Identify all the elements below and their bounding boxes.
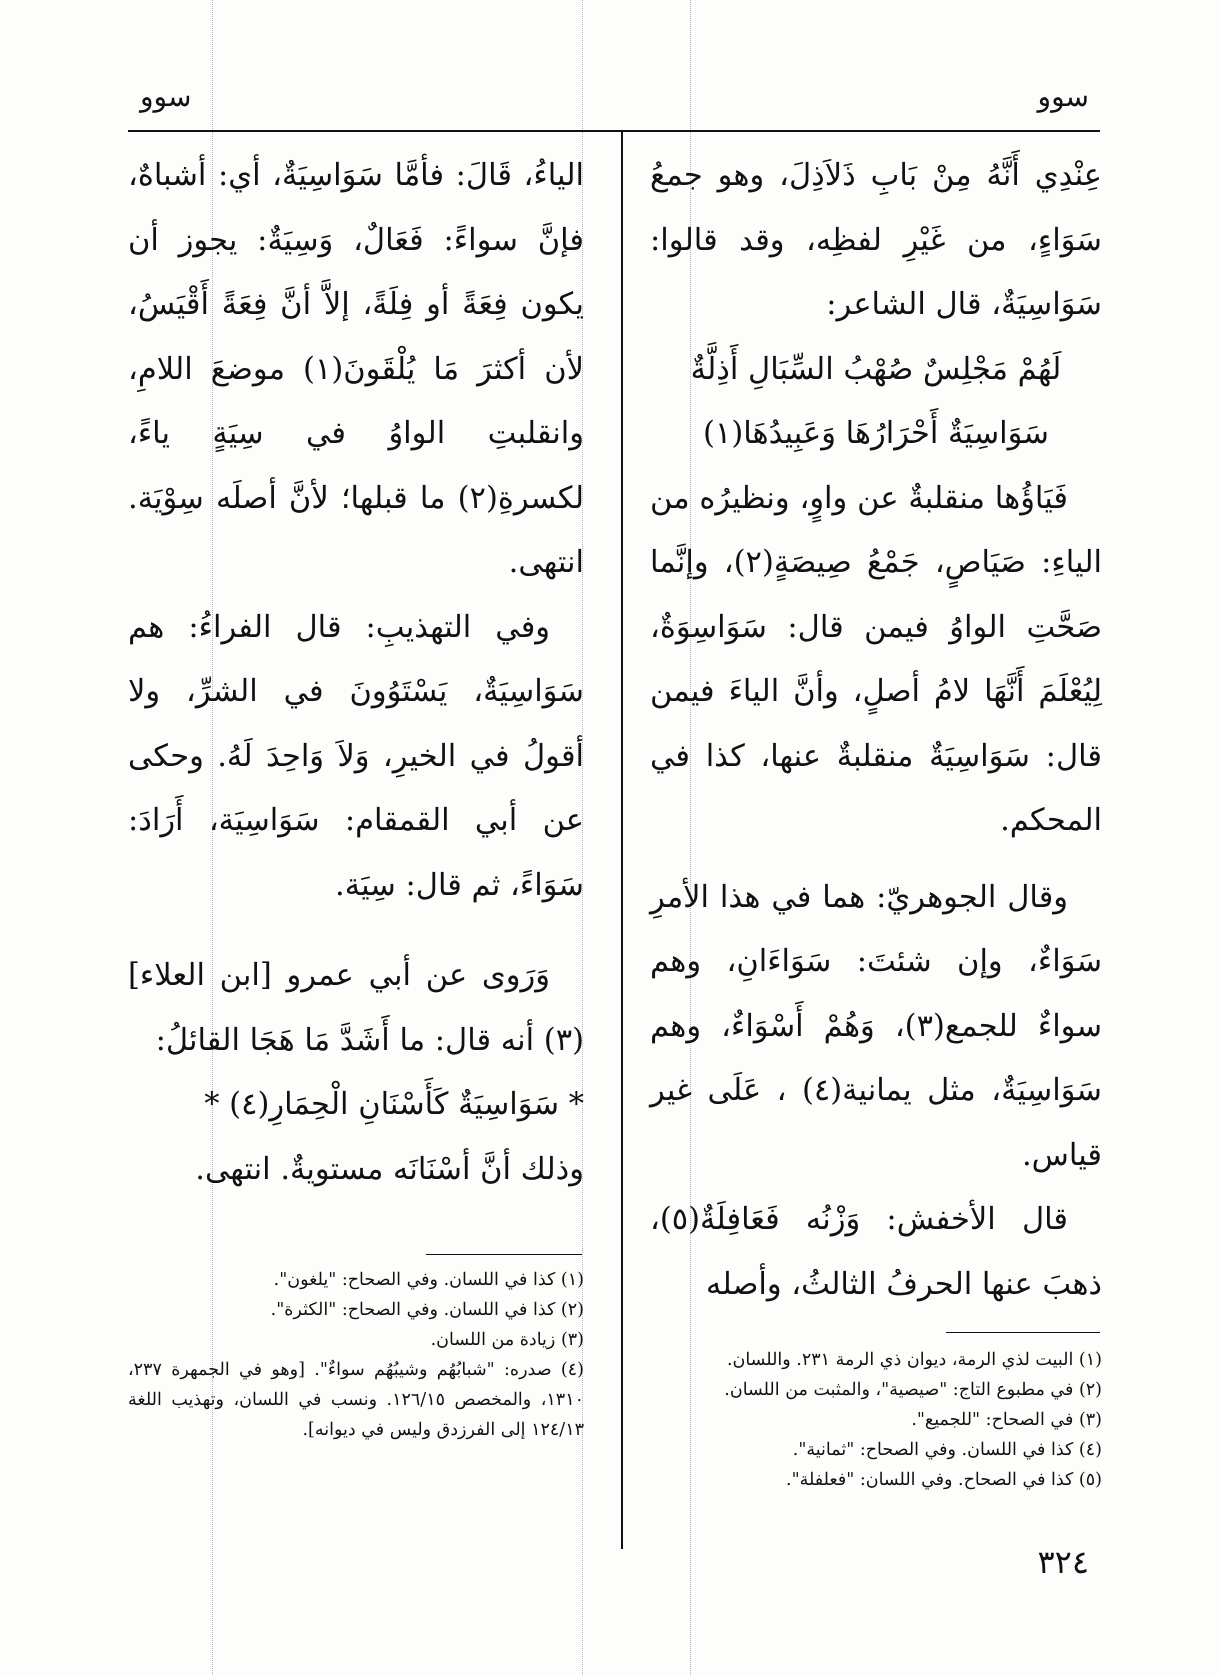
running-header-right: سوو — [1037, 80, 1089, 113]
footnote: (١) كذا في اللسان. وفي الصحاح: "يلغون". — [273, 1270, 584, 1290]
page-number: ٣٢٤ — [1037, 1543, 1089, 1581]
footnote-rule — [426, 1254, 582, 1255]
footnote: (٤) صدره: "شبابُهُم وشيبُهُم سواءٌ". [وهو في الجمهرة ٢٣٧، ١٣١٠، والمخصص ١٢٦/١٥. ونسب في اللسان، وتهذيب اللغة ١٢٤/١٣ إلى الفرزدق وليس في ديوانه]. — [128, 1360, 584, 1440]
column-divider — [621, 131, 623, 1549]
paragraph: عِنْدِي أَنَّهُ مِنْ بَابِ ذَلاَذِلَ، وهو جمعُ سَوَاءٍ، من غَيْرِ لفظِه، وقد قالوا: سَوَاسِيَةٌ، قال الشاعر: — [650, 158, 1102, 322]
header-rule — [128, 130, 1100, 132]
paragraph: الياءُ، قَالَ: فأمَّا سَوَاسِيَةٌ، أي: أشباهٌ، فإنَّ سواءً: فَعَالٌ، وَسِيَةٌ: يجوز أن يكون فِعَةً أو فِلَةً، إلاَّ أنَّ فِعَةً أَقْيَسُ، لأن أكثرَ مَا يُلْقَونَ(١) موضعَ اللامِ، وانقلبتِ الواوُ في سِيَةٍ ياءً، لكسرةِ(٢) ما قبلها؛ لأنَّ أصلَه سِوْيَة. انتهى. — [128, 158, 584, 580]
verse-line: لَهُمْ مَجْلِسٌ صُهْبُ السِّبَالِ أَذِلَّةٌ — [690, 351, 1062, 387]
running-header-left: سوو — [140, 80, 192, 113]
paragraph: قال الأخفش: وَزْنُه فَعَافِلَةٌ(٥)، ذهبَ عنها الحرفُ الثالثُ، وأصله — [650, 1202, 1102, 1302]
footnote: (٢) كذا في اللسان. وفي الصحاح: "الكثرة". — [270, 1300, 584, 1320]
paragraph: فَيَاؤُها منقلبةٌ عن واوٍ، ونظيرُه من الياءِ: صَيَاصٍ، جَمْعُ صِيصَةٍ(٢)، وإنَّما صَحَّتِ الواوُ فيمن قال: سَوَاسِوَةٌ، لِيُعْلَمَ أَنَّهَا لامُ أصلٍ، وأنَّ الياءَ فيمن قال: سَوَاسِيَةٌ منقلبةٌ عنها، كذا في المحكم. — [650, 480, 1102, 838]
footnote: (٤) كذا في اللسان. وفي الصحاح: "ثمانية". — [792, 1440, 1102, 1460]
left-column-text — [128, 144, 584, 1202]
right-column-text — [650, 144, 1102, 1317]
footnotes-right — [650, 1345, 1102, 1495]
footnote: (١) البيت لذي الرمة، ديوان ذي الرمة ٢٣١. واللسان. — [726, 1350, 1102, 1370]
footnote: (٣) في الصحاح: "للجميع". — [911, 1410, 1102, 1430]
footnote-rule — [946, 1332, 1100, 1333]
paragraph: وفي التهذيبِ: قال الفراءُ: هم سَوَاسِيَةٌ، يَسْتَوُونَ في الشرِّ، ولا أقولُ في الخيرِ، وَلاَ وَاحِدَ لَهُ. وحكى عن أبي القمقام: سَوَاسِيَة، أَرَادَ: سَوَاءً، ثم قال: سِيَة. — [128, 609, 584, 903]
verse-line: سَوَاسِيَةٌ أَحْرَارُهَا وَعَبِيدُهَا(١) — [703, 416, 1049, 451]
paragraph: وَرَوى عن أبي عمرو [ابن العلاء](٣) أنه قال: ما أَشَدَّ مَا هَجَا القائلُ: — [128, 958, 584, 1058]
paragraph: وقال الجوهريّ: هما في هذا الأمرِ سَوَاءٌ، وإن شئتَ: سَوَاءَانِ، وهم سواءٌ للجمع(٣)، وَهُمْ أَسْوَاءٌ، وهم سَوَاسِيَةٌ، مثل يمانية(٤) ، عَلَى غير قياس. — [650, 879, 1102, 1173]
footnote: (٢) في مطبوع التاج: "صيصية"، والمثبت من اللسان. — [724, 1380, 1102, 1400]
paragraph: وذلك أنَّ أسْنَانَه مستويةٌ. انتهى. — [195, 1151, 584, 1187]
verse-line: * سَوَاسِيَةٌ كَأَسْنَانِ الْحِمَارِ(٤) * — [204, 1087, 584, 1122]
footnote: (٥) كذا في الصحاح. وفي اللسان: "فعلفلة". — [786, 1470, 1102, 1490]
footnotes-left — [128, 1265, 584, 1445]
footnote: (٣) زيادة من اللسان. — [430, 1330, 584, 1350]
